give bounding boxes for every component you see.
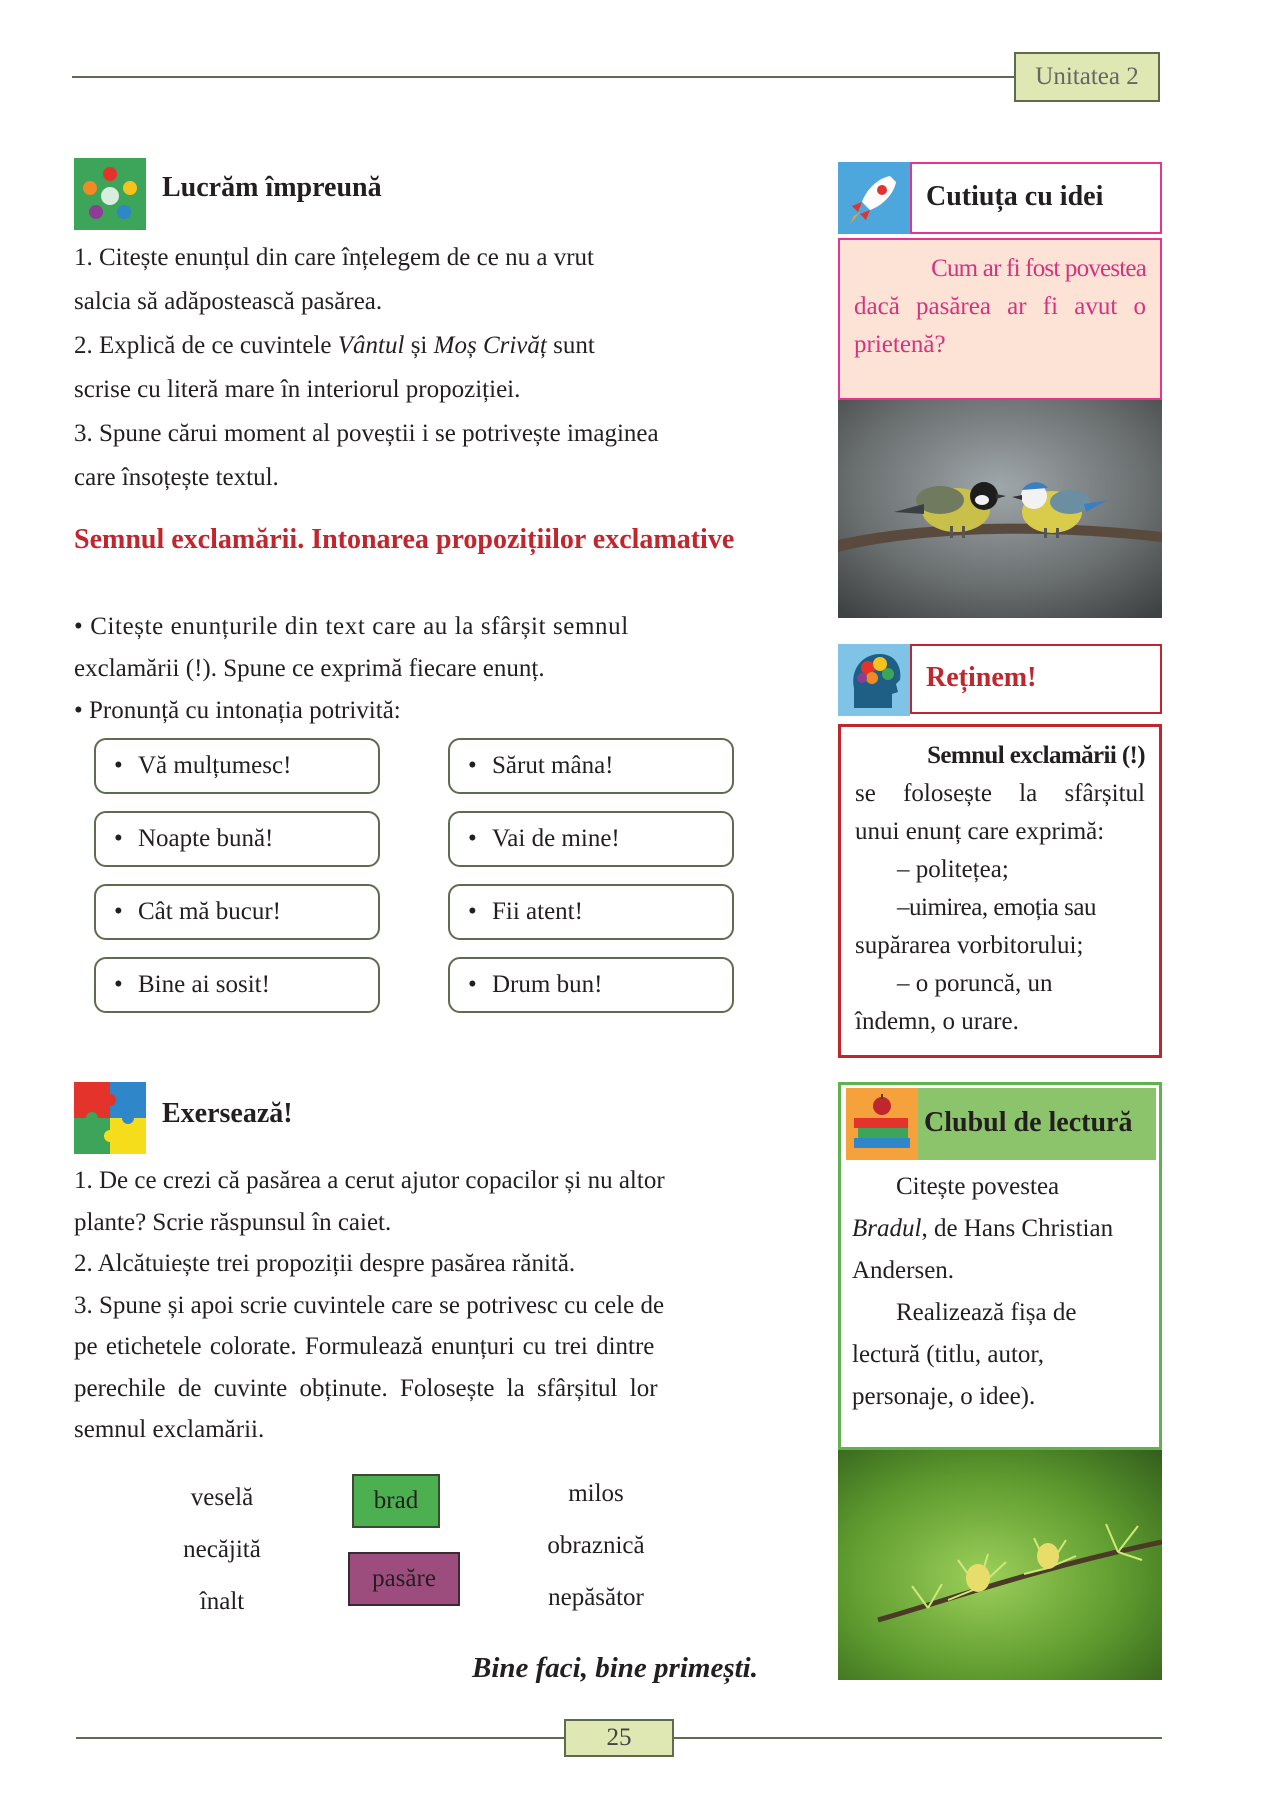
semnul-bullet-2: • Pronunță cu intonația potrivită: — [74, 697, 401, 724]
exerseaza-line: plante? Scrie răspunsul în caiet. — [74, 1208, 392, 1236]
exerseaza-line: 1. De ce crezi că pasărea a cerut ajutor copacilor și nu altor — [74, 1167, 665, 1194]
retinem-line: îndemn, o urare. — [855, 1008, 1019, 1035]
lucram-item-3b: care însoțește textul. — [74, 464, 279, 491]
retinem-line: – politețea; — [897, 856, 1009, 883]
proverb: Bine faci, bine primești. — [472, 1652, 758, 1684]
retinem-title: Reținem! — [910, 644, 1162, 714]
lucram-item-3a: 3. Spune cărui moment al poveștii i se potrivește imaginea — [74, 420, 659, 447]
puzzle-icon — [74, 1082, 146, 1154]
phrase-pill: • Noapte bună! — [94, 811, 380, 867]
lucram-item-1b: salcia să adăpostească pasărea. — [74, 288, 383, 315]
header-rule — [72, 76, 1016, 78]
exerseaza-title: Exersează! — [162, 1098, 293, 1129]
semnul-title: Semnul exclamării. Intonarea propozițiilor exclamative — [74, 524, 735, 555]
cutiuta-line: Cum ar fi fost povestea — [931, 255, 1146, 282]
lucram-item-2a: 2. Explică de ce cuvintele Vântul și Moș Crivăț sunt — [74, 332, 595, 359]
semnul-bullet-1a: • Citește enunțurile din text care au la sfârșit semnul — [74, 613, 629, 640]
exerseaza-line: pe etichetele colorate. Formulează enunțuri cu trei dintre — [74, 1333, 655, 1360]
exerseaza-line: perechile de cuvinte obținute. Folosește la sfârșitul lor — [74, 1374, 658, 1402]
lucram-item-2b: scrise cu literă mare în interiorul propoziției. — [74, 376, 521, 403]
exerseaza-line: 3. Spune și apoi scrie cuvintele care se potrivesc cu cele de — [74, 1291, 665, 1319]
retinem-line: – o poruncă, un — [897, 970, 1053, 997]
retinem-line: –uimirea, emoția sau — [897, 894, 1096, 921]
word-left: necăjită — [183, 1536, 261, 1563]
retinem-line: se folosește la sfârșitul — [855, 780, 1145, 807]
word-right: nepăsător — [548, 1584, 644, 1611]
birds-photo — [838, 400, 1162, 618]
clubul-line: lectură (titlu, autor, — [852, 1341, 1044, 1368]
books-icon — [846, 1088, 918, 1160]
brain-icon — [838, 644, 910, 716]
phrase-pill: • Vă mulțumesc! — [94, 738, 380, 794]
word-right: milos — [568, 1480, 624, 1507]
word-left: înalt — [199, 1588, 245, 1615]
rocket-icon — [838, 162, 910, 234]
exerseaza-line: semnul exclamării. — [74, 1416, 265, 1443]
phrase-pill: • Drum bun! — [448, 957, 734, 1013]
exerseaza-body — [74, 1160, 750, 1451]
phrase-pill: • Sărut mâna! — [448, 738, 734, 794]
phrase-pill: • Vai de mine! — [448, 811, 734, 867]
retinem-line: supărarea vorbitorului; — [855, 932, 1084, 959]
phrase-pill: • Bine ai sosit! — [94, 957, 380, 1013]
cutiuta-line: prietenă? — [854, 331, 946, 358]
lucram-title: Lucrăm împreună — [162, 172, 382, 203]
branch-photo — [838, 1450, 1162, 1680]
cutiuta-box — [838, 238, 1162, 400]
clubul-text — [852, 1166, 1148, 1418]
tag-brad: brad — [352, 1474, 440, 1528]
clubul-line: Bradul, de Hans Christian — [852, 1215, 1114, 1242]
lucram-item-1a: 1. Citește enunțul din care înțelegem de ce nu a vrut — [74, 244, 594, 271]
exerseaza-line: 2. Alcătuiește trei propoziții despre pasărea rănită. — [74, 1250, 576, 1277]
teamwork-icon — [74, 158, 146, 230]
cutiuta-title: Cutiuța cu idei — [910, 162, 1162, 234]
clubul-title: Clubul de lectură — [918, 1088, 1156, 1160]
retinem-line: unui enunț care exprimă: — [855, 818, 1105, 845]
retinem-box — [838, 724, 1162, 1058]
unit-badge: Unitatea 2 — [1014, 52, 1160, 102]
lucram-body — [74, 236, 754, 500]
clubul-line: personaje, o idee). — [852, 1383, 1036, 1410]
retinem-bold: Semnul exclamării (!) — [927, 742, 1145, 769]
semnul-body — [74, 606, 750, 732]
page-number: 25 — [564, 1719, 674, 1757]
tag-pasare: pasăre — [348, 1552, 460, 1606]
word-right: obraznică — [547, 1532, 645, 1559]
semnul-bullet-1b: exclamării (!). Spune ce exprimă fiecare enunț. — [74, 655, 545, 682]
word-left: veselă — [190, 1484, 254, 1511]
clubul-line: Andersen. — [852, 1257, 955, 1284]
clubul-line: Citește povestea — [896, 1173, 1060, 1200]
clubul-line: Realizează fișa de — [896, 1299, 1077, 1326]
phrase-pill: • Cât mă bucur! — [94, 884, 380, 940]
cutiuta-line: dacă pasărea ar fi avut o — [854, 293, 1146, 320]
phrase-pill: • Fii atent! — [448, 884, 734, 940]
